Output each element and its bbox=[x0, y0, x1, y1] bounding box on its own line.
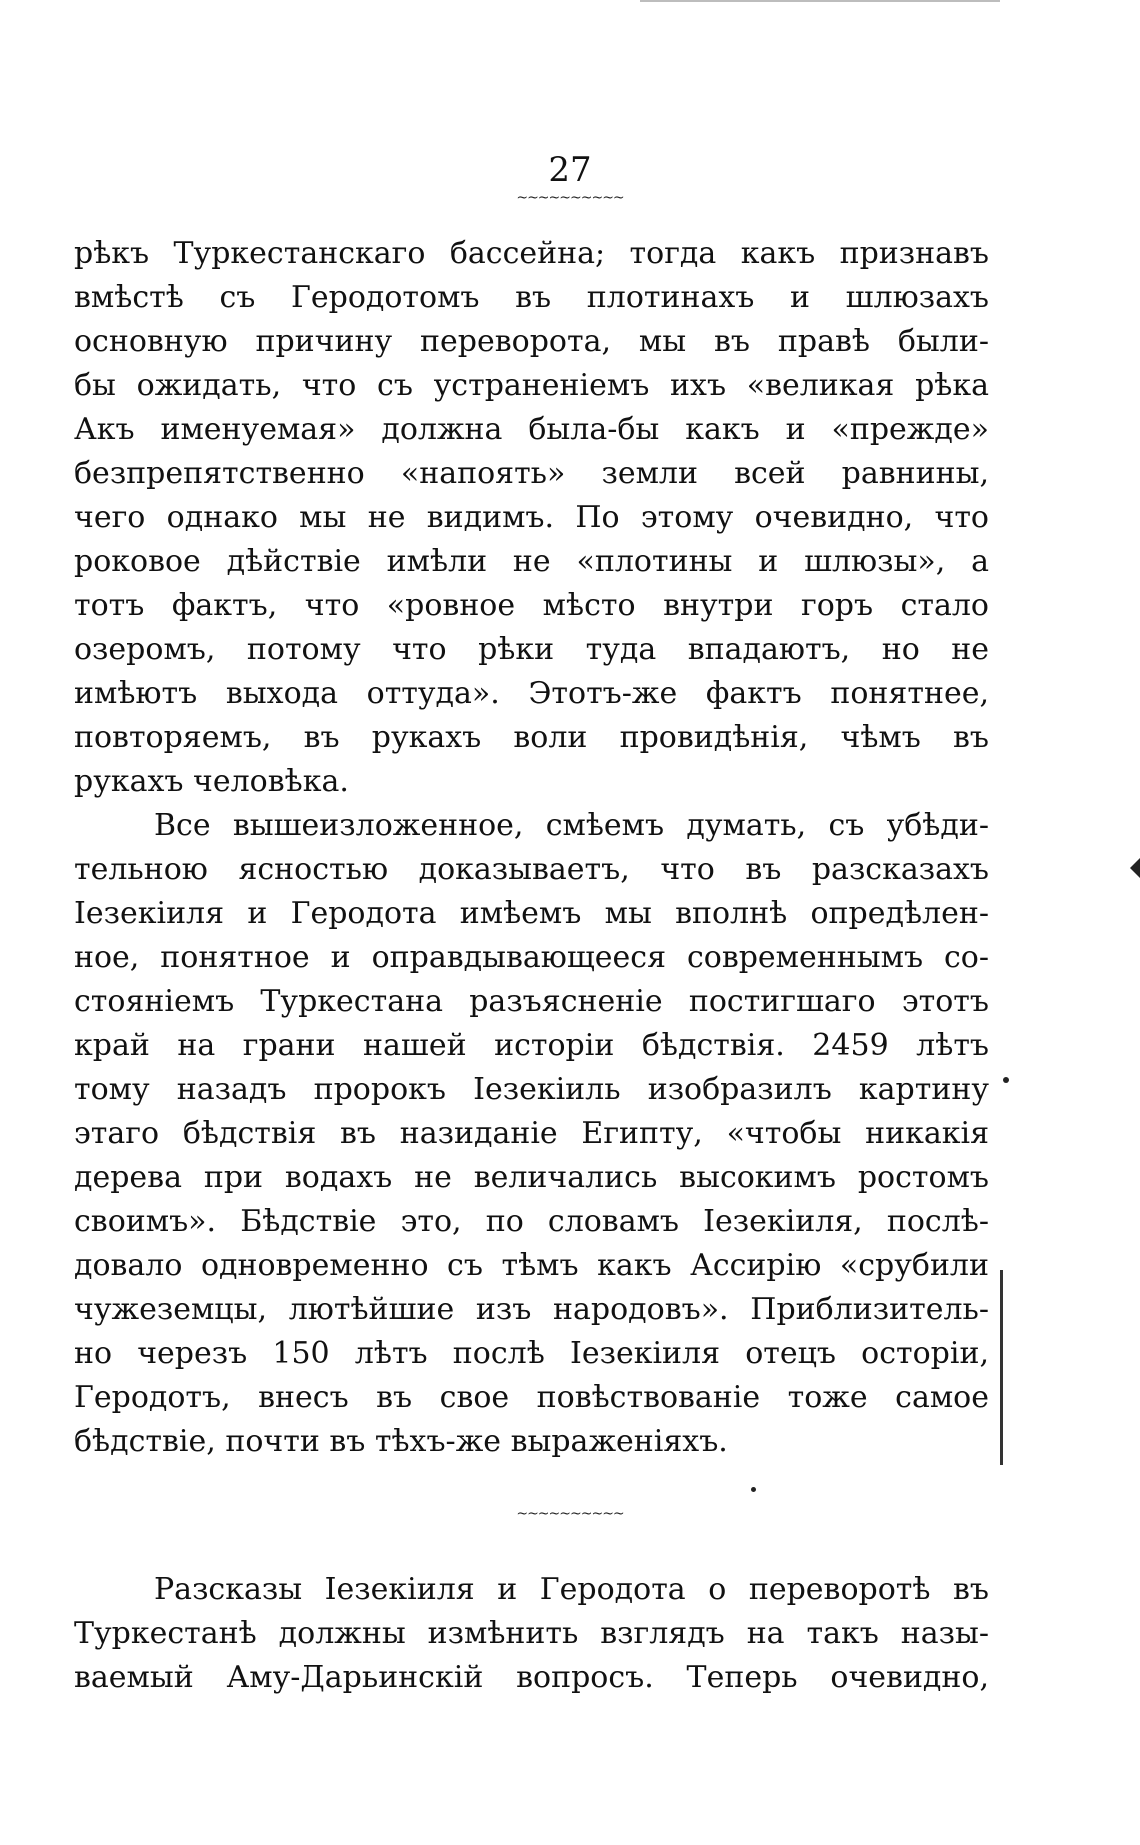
text-line: тельною ясностью доказываетъ, что въ разсказахъ bbox=[74, 852, 989, 887]
top-edge-rule bbox=[640, 0, 1000, 5]
text-line: ное, понятное и оправдывающееся современнымъ со- bbox=[74, 940, 989, 975]
text-line: тотъ фактъ, что «ровное мѣсто внутри горъ стало bbox=[74, 588, 989, 623]
text-line: тому назадъ пророкъ Іезекіиль изобразилъ картину bbox=[74, 1072, 989, 1107]
text-line: но черезъ 150 лѣтъ послѣ Іезекіиля отецъ осторіи, bbox=[74, 1336, 989, 1371]
text-line: Геродотъ, внесъ въ свое повѣствованіе тоже самое bbox=[74, 1380, 989, 1415]
text-line: Іезекіиля и Геродота имѣемъ мы вполнѣ опредѣлен- bbox=[74, 896, 989, 931]
margin-arrow-mark bbox=[1130, 858, 1140, 878]
ink-dot-mark bbox=[751, 1487, 756, 1492]
ornament-divider-top: ~~~~~~~~~~ bbox=[516, 190, 624, 206]
paragraph-2 bbox=[74, 804, 989, 1464]
text-line: чужеземцы, лютѣйшие изъ народовъ». Приблизитель- bbox=[74, 1292, 989, 1327]
text-line: край на грани нашей исторіи бѣдствія. 2459 лѣтъ bbox=[74, 1028, 989, 1063]
text-line: роковое дѣйствіе имѣли не «плотины и шлюзы», а bbox=[74, 544, 989, 579]
text-line: бы ожидать, что съ устраненіемъ ихъ «великая рѣка bbox=[74, 368, 989, 403]
text-line: своимъ». Бѣдствіе это, по словамъ Іезекіиля, послѣ- bbox=[74, 1204, 989, 1239]
text-line: рѣкъ Туркестанскаго бассейна; тогда какъ признавъ bbox=[74, 236, 989, 271]
text-line: чего однако мы не видимъ. По этому очевидно, что bbox=[74, 500, 989, 535]
text-line: имѣютъ выхода оттуда». Этотъ-же фактъ понятнее, bbox=[74, 676, 989, 711]
text-line: озеромъ, потому что рѣки туда впадаютъ, но не bbox=[74, 632, 989, 667]
text-line: вмѣстѣ съ Геродотомъ въ плотинахъ и шлюзахъ bbox=[74, 280, 989, 315]
text-line: дерева при водахъ не величались высокимъ ростомъ bbox=[74, 1160, 989, 1195]
text-block-main bbox=[74, 232, 989, 1464]
paragraph-3 bbox=[74, 1568, 989, 1700]
ornament-divider-middle: ~~~~~~~~~~ bbox=[516, 1506, 624, 1522]
text-line: безпрепятственно «напоять» земли всей равнины, bbox=[74, 456, 989, 491]
text-line: этаго бѣдствія въ назиданіе Египту, «чтобы никакія bbox=[74, 1116, 989, 1151]
margin-dot-mark bbox=[1003, 1077, 1009, 1083]
text-line: ваемый Аму-Дарьинскій вопросъ. Теперь очевидно, bbox=[74, 1660, 989, 1695]
text-line: Все вышеизложенное, смѣемъ думать, съ убѣди- bbox=[154, 808, 989, 843]
text-line: Туркестанѣ должны измѣнить взглядъ на такъ назы- bbox=[74, 1616, 989, 1651]
text-line: бѣдствіе, почти въ тѣхъ-же выраженіяхъ. bbox=[74, 1424, 728, 1459]
text-line: Акъ именуемая» должна была-бы какъ и «прежде» bbox=[74, 412, 989, 447]
paragraph-1 bbox=[74, 232, 989, 804]
text-line: рукахъ человѣка. bbox=[74, 764, 349, 799]
text-line: основную причину переворота, мы въ правѣ были- bbox=[74, 324, 989, 359]
text-line: повторяемъ, въ рукахъ воли провидѣнія, чѣмъ въ bbox=[74, 720, 989, 755]
margin-mark-bar bbox=[1000, 1270, 1003, 1465]
text-line: довало одновременно съ тѣмъ какъ Ассирію «срубили bbox=[74, 1248, 989, 1283]
text-line: стояніемъ Туркестана разъясненіе постигшаго этотъ bbox=[74, 984, 989, 1019]
text-line: Разсказы Іезекіиля и Геродота о переворотѣ въ bbox=[154, 1572, 989, 1607]
page-number: 27 bbox=[548, 150, 592, 190]
text-block-continuation bbox=[74, 1568, 989, 1700]
